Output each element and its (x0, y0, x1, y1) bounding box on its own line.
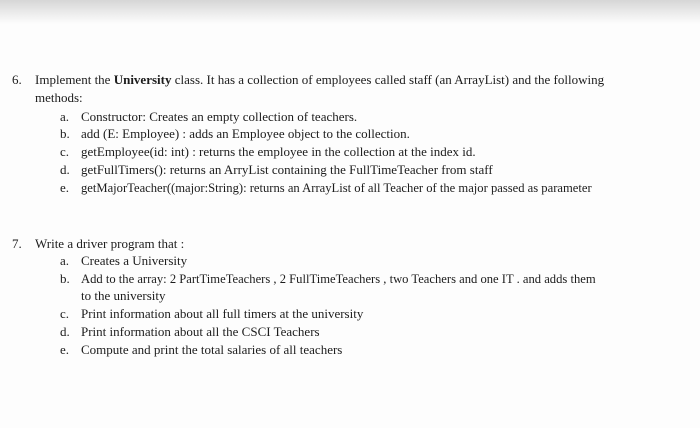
list-item-letter: c. (60, 144, 70, 159)
top-shadow-bar (0, 0, 700, 24)
list-item: Creates a University (81, 253, 188, 268)
stem-prefix: Implement the (35, 72, 114, 87)
question-number: 6. (12, 72, 22, 87)
list-item-letter: e. (60, 342, 70, 357)
list-item: Compute and print the total salaries of all teachers (81, 342, 343, 357)
list-item-letter: b. (60, 271, 70, 286)
list-item-letter: c. (60, 306, 70, 321)
list-item: getEmployee(id: int) : returns the employee in the collection at the index id. (81, 144, 476, 159)
question-stem-line2: methods: (35, 90, 83, 105)
stem-class-name: University (113, 72, 172, 87)
question-stem (35, 72, 604, 88)
list-item-letter: d. (60, 162, 70, 177)
list-item: Add to the array: 2 PartTimeTeachers , 2 FullTimeTeachers , two Teachers and one IT . and adds them (81, 272, 596, 286)
list-item-letter: d. (60, 324, 70, 339)
question-stem: Write a driver program that : (35, 236, 185, 251)
list-item-letter: e. (60, 180, 70, 195)
list-item-letter: b. (60, 126, 70, 141)
list-item: Print information about all full timers at the university (81, 306, 364, 321)
list-item: add (E: Employee) : adds an Employee object to the collection. (81, 126, 410, 141)
list-item-letter: a. (60, 109, 70, 124)
list-item: Constructor: Creates an empty collection of teachers. (81, 109, 358, 124)
list-item-letter: a. (60, 253, 70, 268)
list-item: Print information about all the CSCI Teachers (81, 324, 320, 339)
list-item-continuation: to the university (81, 288, 166, 303)
question-number: 7. (12, 236, 22, 251)
list-item: getFullTimers(): returns an ArryList containing the FullTimeTeacher from staff (81, 162, 493, 177)
stem-suffix: class. It has a collection of employees called staff (an ArrayList) and the following (171, 72, 605, 87)
list-item: getMajorTeacher((major:String): returns an ArrayList of all Teacher of the major passed as parameter (81, 181, 592, 195)
